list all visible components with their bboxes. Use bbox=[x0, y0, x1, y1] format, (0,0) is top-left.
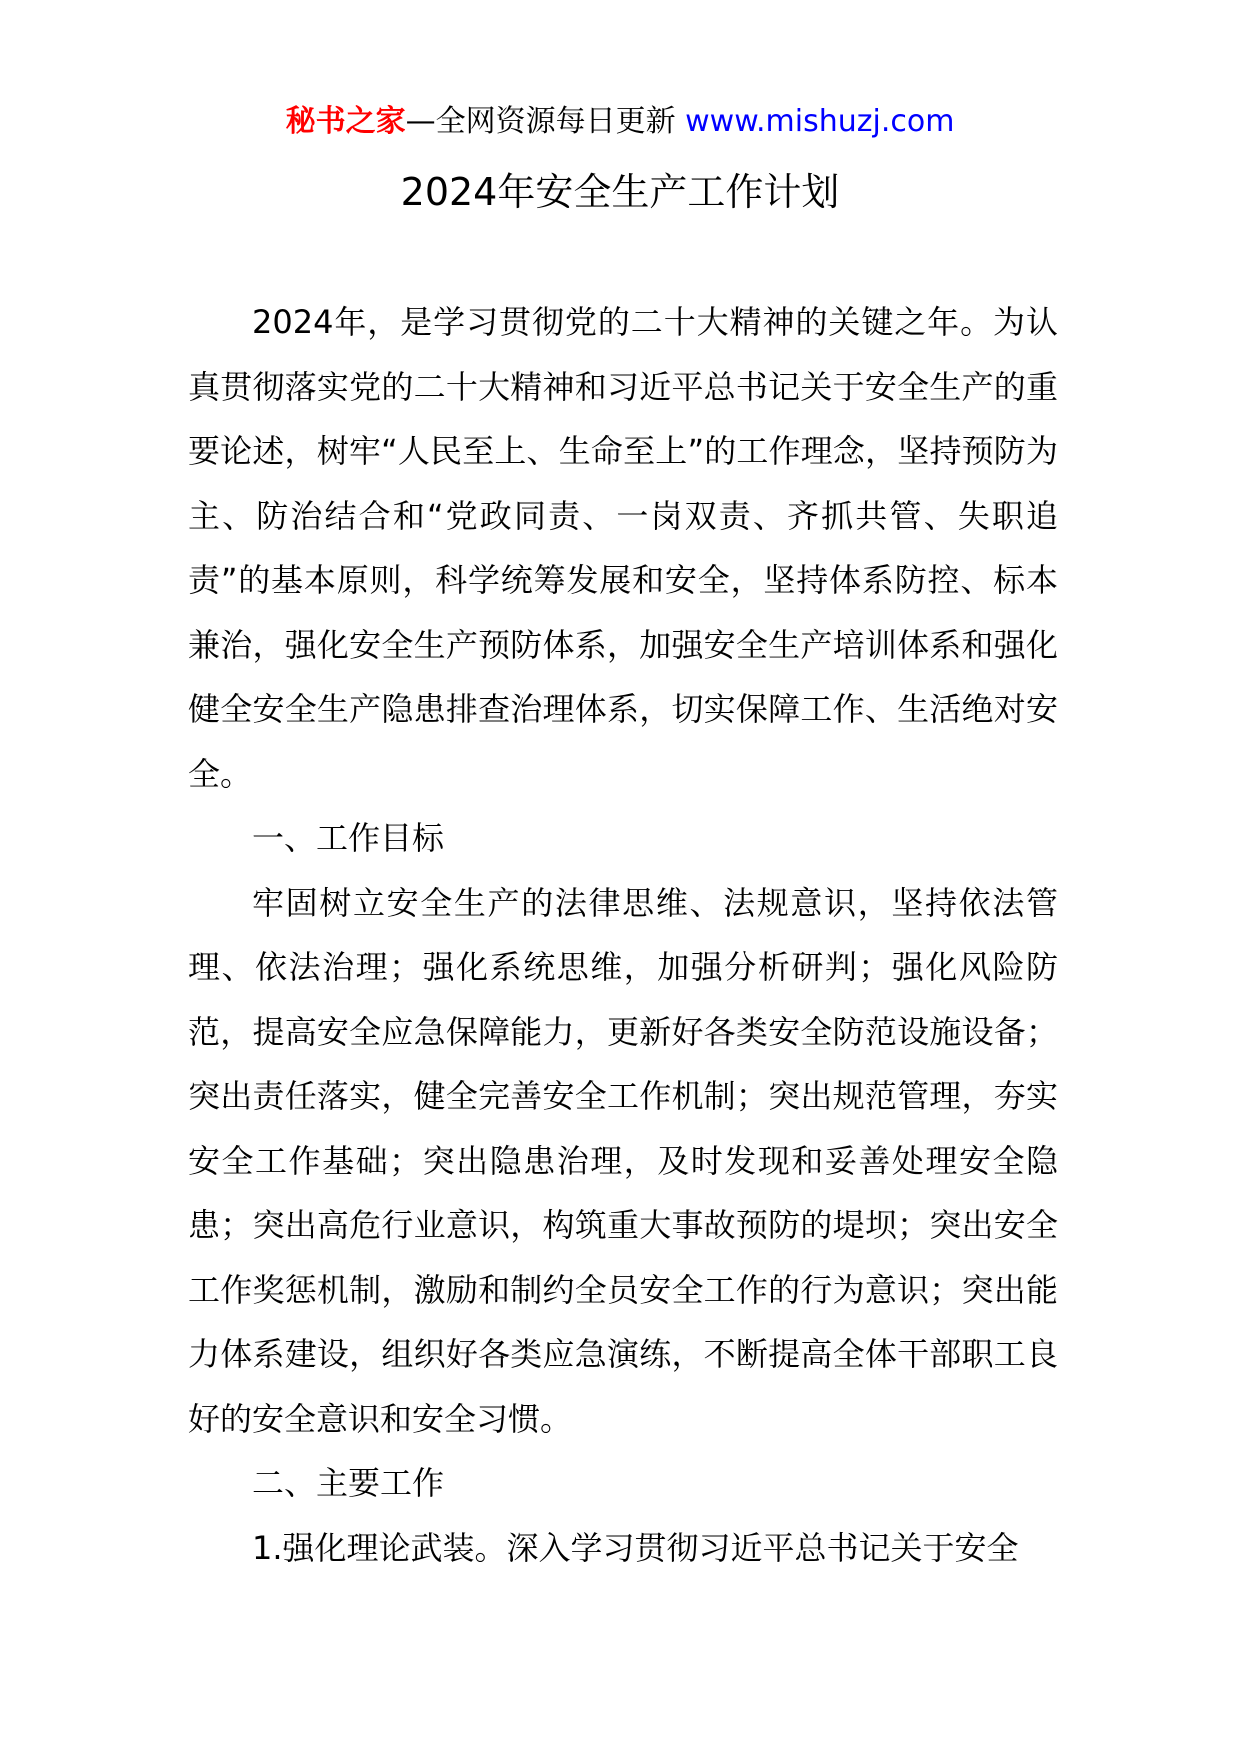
header-slogan: —全网资源每日更新 bbox=[405, 104, 686, 139]
site-header bbox=[0, 102, 1240, 142]
section-heading-goals: 一、工作目标 bbox=[252, 819, 445, 857]
main-work-item-1: 1.强化理论武装。深入学习贯彻习近平总书记关于安全 bbox=[252, 1528, 1019, 1567]
brand-name: 秘书之家 bbox=[285, 104, 406, 139]
site-url-link[interactable]: www.mishuzj.com bbox=[685, 104, 955, 139]
document-title: 2024年安全生产工作计划 bbox=[400, 170, 840, 214]
goals-paragraph: 牢固树立安全生产的法律思维、法规意识，坚持依法管理、依法治理；强化系统思维，加强分析研判；强化风险防范，提高安全应急保障能力，更新好各类安全防范设施设备；突出责任落实，健全完善安全工作机制；突出规范管理，夯实安全工作基础；突出隐患治理，及时发现和妥善处理安全隐患；突出高危行业意识，构筑重大事故预防的堤坝；突出安全工作奖惩机制，激励和制约全员安全工作的行为意识；突出能力体系建设，组织好各类应急演练，不断提高全体干部职工良好的安全意识和安全习惯。 bbox=[188, 883, 1058, 1438]
section-heading-main-work: 二、主要工作 bbox=[252, 1464, 445, 1502]
document-body bbox=[188, 290, 1058, 1580]
intro-paragraph: 2024年，是学习贯彻党的二十大精神的关键之年。为认真贯彻落实党的二十大精神和习近平总书记关于安全生产的重要论述，树牢“人民至上、生命至上”的工作理念，坚持预防为主、防治结合和“党政同责、一岗双责、齐抓共管、失职追责”的基本原则，科学统筹发展和安全，坚持体系防控、标本兼治，强化安全生产预防体系，加强安全生产培训体系和强化健全安全生产隐患排查治理体系，切实保障工作、生活绝对安全。 bbox=[188, 303, 1058, 793]
